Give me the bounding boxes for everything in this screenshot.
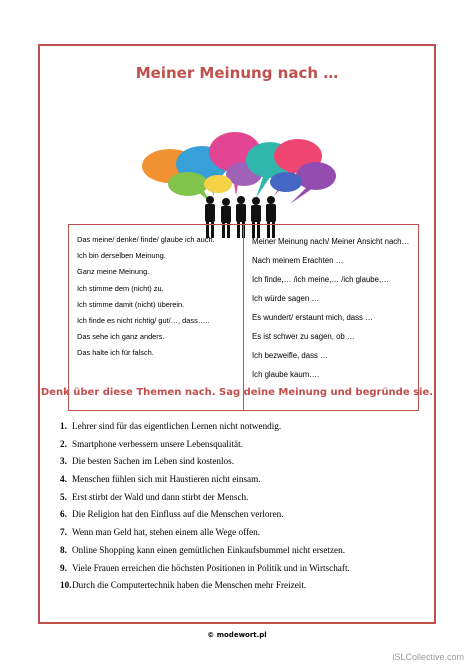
phrase-item: Ich finde,… /ich meine,… /ich glaube,… [252,275,389,284]
task-instruction: Denk über diese Themen nach. Sag deine Meinung und begründe sie. [40,387,434,398]
topic-number: 4. [60,474,67,485]
phrase-item: Es wundert/ erstaunt mich, dass … [252,313,373,322]
topic-number: 2. [60,438,67,449]
topic-item [60,577,430,595]
phrase-item: Ganz meine Meinung. [77,267,150,277]
phrase-item: Ich bezweifle, dass … [252,351,328,360]
topic-text: Die besten Sachen im Leben sind kostenlos. [72,456,235,467]
phrase-column-opinion [244,225,418,410]
topic-number: 10. [60,580,72,591]
topic-text: Wenn man Geld hat, stehen einem alle Wege offen. [72,527,260,538]
topic-text: Online Shopping kann einen gemütlichen Einkaufsbummel nicht ersetzen. [72,544,346,555]
phrase-item: Das meine/ denke/ finde/ glaube ich auch. [77,235,215,244]
phrase-item: Ich finde es nicht richtig/ gut/…, dass….. [77,315,210,325]
topic-number: 6. [60,509,67,520]
topic-number: 8. [60,544,67,555]
topic-number: 1. [60,421,67,431]
topic-text: Lehrer sind für das eigentlichen Lernen nicht notwendig. [72,421,282,431]
phrase-item: Ich stimme damit (nicht) überein. [77,299,185,309]
worksheet-title: Meiner Meinung nach … [135,64,339,82]
phrase-item: Ich bin derselben Meinung. [77,251,166,261]
topic-text: Die Religion hat den Einfluss auf die Menschen verloren. [72,509,284,520]
topic-number: 3. [60,456,67,467]
phrase-item: Nach meinem Erachten … [252,256,344,265]
topic-text: Menschen fühlen sich mit Haustieren nicht einsam. [72,474,261,485]
site-watermark: iSLCollective.com [392,652,464,662]
topic-number: 5. [60,491,67,502]
topic-item [60,471,430,489]
topic-text: Durch die Computertechnik haben die Menschen mehr Freizeit. [72,580,307,591]
phrase-item: Ich würde sagen … [252,294,320,303]
copyright-note: © modewort.pl [207,631,267,639]
phrase-item: Das sehe ich ganz anders. [77,332,165,342]
topic-text: Smartphone verbessern unsere Lebensqualität. [72,438,243,449]
topic-item [60,418,430,436]
topic-item [60,489,430,507]
phrase-item: Ich stimme dem (nicht) zu. [77,283,164,293]
topic-item [60,453,430,471]
topic-text: Erst stirbt der Wald und dann stirbt der Mensch. [72,491,249,502]
topic-number: 7. [60,527,67,538]
phrase-column-agreement [69,225,244,410]
topic-item [60,506,430,524]
topic-text: Viele Frauen erreichen die höchsten Positionen in Politik und in Wirtschaft. [72,562,350,573]
phrase-item: Meiner Meinung nach/ Meiner Ansicht nach… [252,237,410,246]
phrase-item: Das halte ich für falsch. [77,348,154,358]
topic-item [60,524,430,542]
phrase-table [68,224,419,411]
topic-list [60,418,430,595]
topic-item [60,542,430,560]
topic-number: 9. [60,562,67,573]
worksheet-frame [38,44,436,624]
phrase-item: Es ist schwer zu sagen, ob … [252,332,355,341]
topic-item [60,560,430,578]
topic-item [60,436,430,454]
phrase-item: Ich glaube kaum…. [252,370,320,379]
